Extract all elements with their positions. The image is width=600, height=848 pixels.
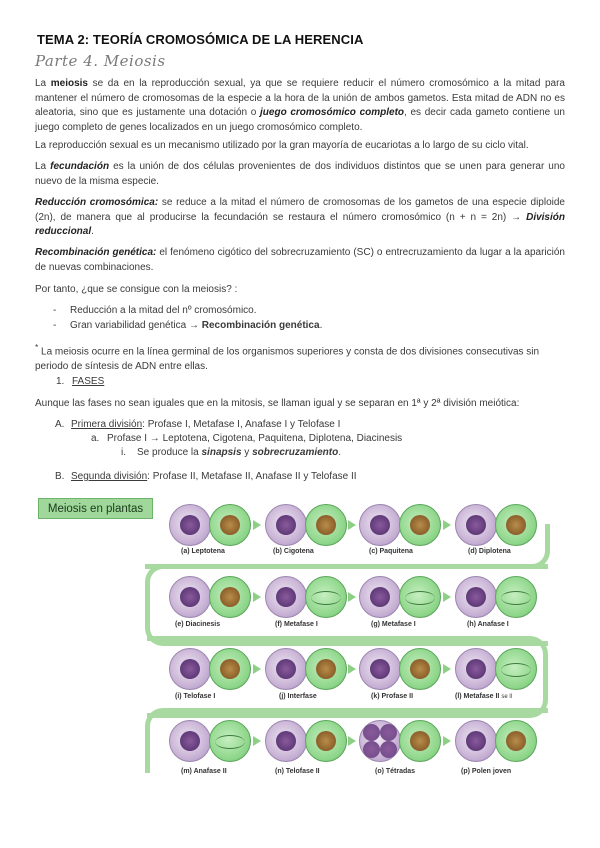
cell-tetradas-b bbox=[399, 720, 441, 762]
list-item-text: Reducción a la mitad del nº cromosómico. bbox=[70, 305, 257, 316]
cell-cigotena-a bbox=[265, 504, 307, 546]
arrow-icon bbox=[253, 736, 261, 746]
nucleus bbox=[466, 731, 486, 751]
outline-mark: A. bbox=[55, 419, 65, 430]
cell-anafase1-b bbox=[495, 576, 537, 618]
nucleus bbox=[180, 587, 200, 607]
outline-label: Segunda división bbox=[71, 471, 148, 482]
nucleus bbox=[220, 515, 240, 535]
nucleus bbox=[220, 587, 240, 607]
cell-diacinesis-b bbox=[209, 576, 251, 618]
label-interfase: (j) Interfase bbox=[279, 693, 317, 700]
label-diacinesis: (e) Diacinesis bbox=[175, 621, 221, 628]
paragraph-fecundacion bbox=[35, 160, 565, 189]
label-leptotena: (a) Leptotena bbox=[181, 548, 225, 555]
nucleus bbox=[180, 731, 200, 751]
spindle bbox=[501, 591, 531, 605]
cell-anafase2-b bbox=[209, 720, 251, 762]
cell-metafase1g-b bbox=[399, 576, 441, 618]
label-cigotena: (b) Cigotena bbox=[273, 548, 314, 555]
label-telofase1: (i) Telofase I bbox=[175, 693, 216, 700]
nucleus bbox=[466, 659, 486, 679]
cell-telofase2-b bbox=[305, 720, 347, 762]
list-item-text: . bbox=[319, 319, 323, 331]
label-metafase2-note: se ll bbox=[501, 694, 512, 700]
p4-term-reduccion: Reducción cromosómica: bbox=[35, 197, 159, 208]
cell-polen-a bbox=[455, 720, 497, 762]
fases-number: 1. bbox=[56, 376, 65, 387]
outline-term-sobrecruzamiento: sobrecruzamiento bbox=[252, 447, 339, 458]
paragraph-reproduccion: La reproducción sexual es un mecanismo utilizado por la gran mayoría de eucariotas a lo largo de su ciclo vital. bbox=[35, 140, 529, 151]
p1-term-meiosis: meiosis bbox=[50, 78, 88, 89]
arrow-icon bbox=[348, 520, 356, 530]
p1-text-e: , es decir cada gameto contiene un juego completo de genes localizados en un juego cromosómico completo. bbox=[35, 107, 565, 133]
cell-profase2-a bbox=[359, 648, 401, 690]
list-item-term: Recombinación genética bbox=[201, 319, 320, 331]
cell-paquitena-a bbox=[359, 504, 401, 546]
spore bbox=[363, 741, 380, 758]
paragraph-fases-intro: Aunque las fases no sean iguales que en la mitosis, se llaman igual y se separan en 1ª y 2ª división meiótica: bbox=[35, 398, 520, 409]
p5-text-b: el fenómeno cigótico del sobrecruzamiento (SC) o entrecruzamiento da lugar a la aparición de nuevas combinaciones. bbox=[35, 247, 565, 273]
label-anafase2: (m) Anafase II bbox=[181, 768, 227, 775]
p4-text-d: . bbox=[91, 226, 94, 238]
p1-term-juego: juego cromosómico completo bbox=[260, 107, 405, 119]
cell-metafase1-b bbox=[305, 576, 347, 618]
nucleus bbox=[276, 587, 296, 607]
label-telofase2: (n) Telofase II bbox=[275, 768, 320, 775]
outline-mark: i. bbox=[121, 447, 126, 458]
arrow-icon bbox=[253, 664, 261, 674]
p3-text-c: es la unión de dos células provenientes de dos individuos distintos que se unen para generar uno nuevo de la misma especie. bbox=[35, 161, 565, 187]
figure-badge: Meiosis en plantas bbox=[38, 498, 153, 519]
outline-mark: a. bbox=[91, 433, 100, 444]
cell-interfase-a bbox=[265, 648, 307, 690]
page-title: TEMA 2: TEORÍA CROMOSÓMICA DE LA HERENCIA bbox=[37, 32, 364, 47]
p1-text-c: se da en la reproducción sexual, ya que se requiere reducir el número cromosómico a la mitad para mantener el número de cromosomas de la especie a la hora de la unión de ambos gametos. Esta mitad de ADN no es aleatoria, sino que es justamente una dotación o bbox=[35, 78, 565, 119]
cell-metafase2-a bbox=[455, 648, 497, 690]
nucleus bbox=[466, 587, 486, 607]
nucleus bbox=[276, 731, 296, 751]
list-item-text: Gran variabilidad genética → bbox=[70, 319, 202, 331]
nucleus bbox=[410, 515, 430, 535]
cell-metafase1-a bbox=[265, 576, 307, 618]
nucleus bbox=[316, 659, 336, 679]
nucleus bbox=[180, 515, 200, 535]
cell-diplotena-b bbox=[495, 504, 537, 546]
cell-diacinesis-a bbox=[169, 576, 211, 618]
cell-telofase1-b bbox=[209, 648, 251, 690]
cell-paquitena-b bbox=[399, 504, 441, 546]
outline-mark: B. bbox=[55, 471, 65, 482]
arrow-icon bbox=[253, 520, 261, 530]
cell-telofase2-a bbox=[265, 720, 307, 762]
spore bbox=[380, 724, 397, 741]
label-paquitena: (c) Paquitena bbox=[369, 548, 413, 555]
bullet-list bbox=[53, 304, 322, 333]
arrow-icon bbox=[348, 592, 356, 602]
outline-text: : Profase II, Metafase II, Anafase II y Telofase II bbox=[147, 471, 357, 482]
section-fases bbox=[56, 376, 104, 387]
cell-metafase1g-a bbox=[359, 576, 401, 618]
label-metafase1-f: (f) Metafase I bbox=[275, 621, 318, 628]
label-profase2: (k) Profase II bbox=[371, 693, 414, 700]
label-anafase1: (h) Anafase I bbox=[467, 621, 509, 628]
nucleus bbox=[370, 659, 390, 679]
p1-text-a: La bbox=[35, 78, 51, 89]
nucleus bbox=[276, 659, 296, 679]
label-metafase2-text: (l) Metafase II bbox=[455, 693, 500, 700]
outline-subitem-a bbox=[91, 433, 402, 444]
p5-term-recombinacion: Recombinación genética: bbox=[35, 247, 157, 258]
label-polen: (p) Polen joven bbox=[461, 768, 512, 775]
p3-term-fecundacion: fecundación bbox=[50, 161, 110, 172]
cell-leptotena-b bbox=[209, 504, 251, 546]
nucleus bbox=[316, 515, 336, 535]
cell-diplotena-a bbox=[455, 504, 497, 546]
p4-term-division: División reduccional bbox=[35, 211, 565, 238]
cell-interfase-b bbox=[305, 648, 347, 690]
outline-item-b bbox=[55, 471, 357, 482]
note-paragraph bbox=[35, 340, 565, 375]
outline-text: Profase I → Leptotena, Cigotena, Paquitena, Diplotena, Diacinesis bbox=[107, 433, 403, 444]
arrow-icon bbox=[253, 592, 261, 602]
spindle bbox=[405, 591, 435, 605]
outline-text: : Profase I, Metafase I, Anafase I y Telofase I bbox=[142, 419, 341, 430]
list-item bbox=[53, 319, 322, 334]
cell-metafase2-b bbox=[495, 648, 537, 690]
note-text: La meiosis ocurre en la línea germinal de los organismos superiores y consta de dos divisiones consecutivas sin periodo de síntesis de ADN entre ellas. bbox=[35, 346, 540, 372]
fases-label: FASES bbox=[72, 376, 105, 387]
spindle bbox=[311, 591, 341, 605]
label-metafase2 bbox=[455, 693, 512, 700]
nucleus bbox=[316, 731, 336, 751]
nucleus bbox=[466, 515, 486, 535]
spindle bbox=[215, 735, 245, 749]
label-tetradas: (o) Tétradas bbox=[375, 768, 416, 775]
section-subtitle: Parte 4. Meiosis bbox=[35, 52, 166, 70]
nucleus bbox=[506, 515, 526, 535]
outline-text: Se produce la bbox=[137, 447, 202, 458]
nucleus bbox=[410, 731, 430, 751]
outline-text: . bbox=[338, 447, 342, 458]
cell-anafase2-a bbox=[169, 720, 211, 762]
paragraph-meiosis bbox=[35, 77, 565, 135]
nucleus bbox=[370, 587, 390, 607]
arrow-icon bbox=[443, 520, 451, 530]
cell-polen-b bbox=[495, 720, 537, 762]
paragraph-reduccion bbox=[35, 196, 565, 240]
cell-leptotena-a bbox=[169, 504, 211, 546]
arrow-icon bbox=[443, 664, 451, 674]
nucleus bbox=[506, 731, 526, 751]
cell-cigotena-b bbox=[305, 504, 347, 546]
outline-item-a bbox=[55, 419, 340, 430]
list-item bbox=[53, 304, 322, 319]
nucleus bbox=[180, 659, 200, 679]
arrow-icon bbox=[348, 664, 356, 674]
outline-text: y bbox=[241, 447, 253, 458]
nucleus bbox=[276, 515, 296, 535]
spore bbox=[363, 724, 380, 741]
nucleus bbox=[410, 659, 430, 679]
cell-telofase1-a bbox=[169, 648, 211, 690]
paragraph-recombinacion bbox=[35, 246, 565, 275]
spore bbox=[380, 741, 397, 758]
label-diplotena: (d) Diplotena bbox=[468, 548, 511, 555]
note-asterisk: * bbox=[35, 342, 39, 352]
cell-profase2-b bbox=[399, 648, 441, 690]
label-metafase1-g: (g) Metafase I bbox=[371, 621, 416, 628]
cell-tetradas-a bbox=[359, 720, 401, 762]
outline-term-sinapsis: sinapsis bbox=[201, 447, 242, 458]
outline-subitem-i bbox=[121, 447, 341, 458]
nucleus bbox=[370, 515, 390, 535]
arrow-icon bbox=[348, 736, 356, 746]
paragraph-question: Por tanto, ¿que se consigue con la meiosis? : bbox=[35, 284, 238, 295]
spindle bbox=[501, 663, 531, 677]
nucleus bbox=[220, 659, 240, 679]
p4-text-b: se reduce a la mitad el número de cromosomas de los gametos de una especie diploide (2n), de manera que al producirse la fecundación se restaura el número cromosómico (n + n = 2n) → bbox=[35, 197, 565, 223]
arrow-icon bbox=[443, 736, 451, 746]
outline-label: Primera división bbox=[71, 419, 143, 430]
meiosis-figure bbox=[35, 496, 555, 806]
cell-anafase1-a bbox=[455, 576, 497, 618]
arrow-icon bbox=[443, 592, 451, 602]
p3-text-a: La bbox=[35, 161, 51, 172]
